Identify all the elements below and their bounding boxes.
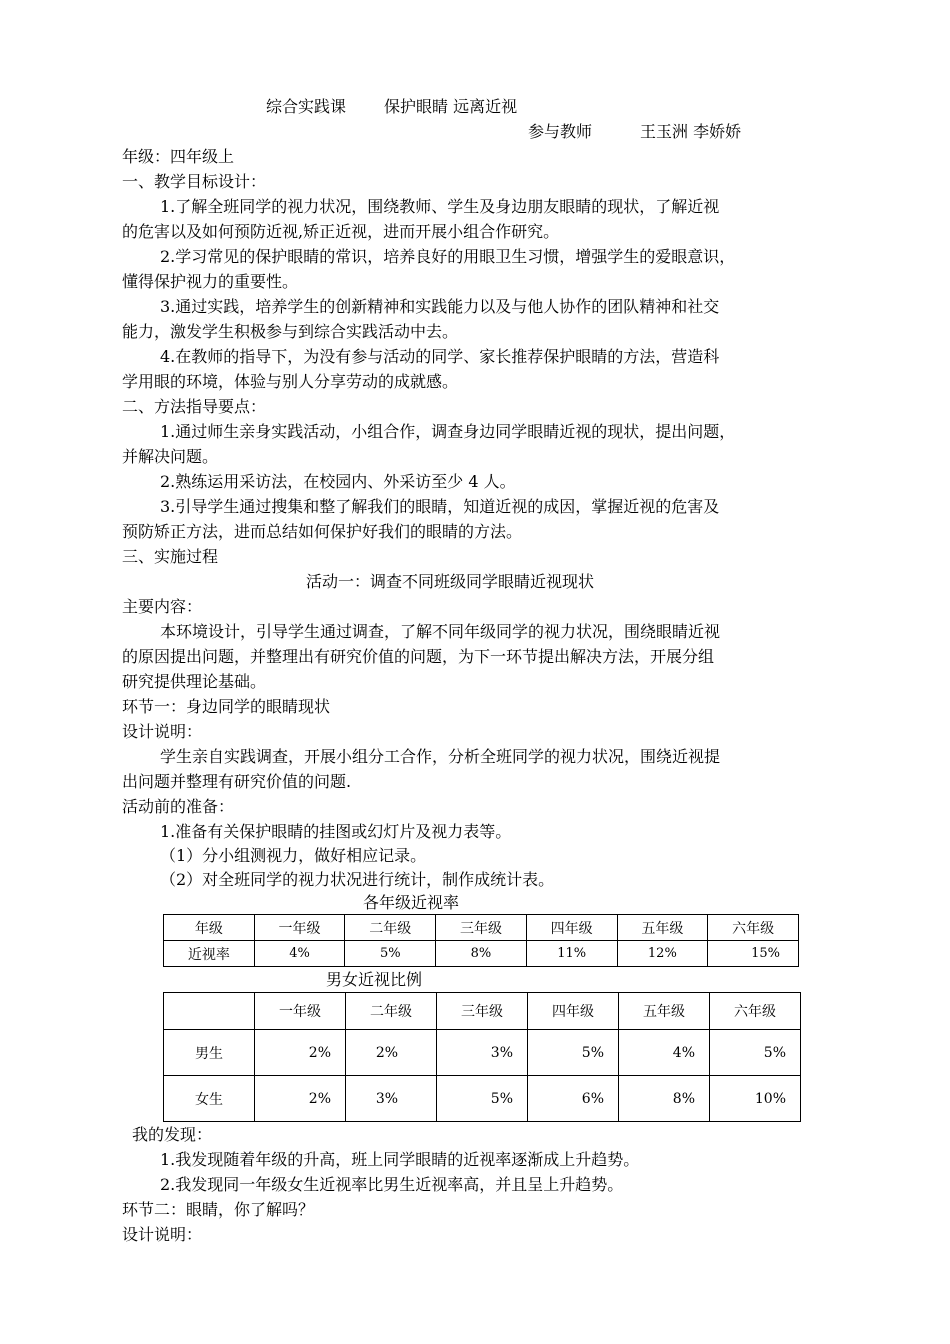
finding-1: 1.我发现随着年级的升高，班上同学眼睛的近视率逐渐成上升趋势。 (160, 1150, 640, 1169)
table-cell: 男生 (164, 1030, 255, 1076)
prep-item-1a: （1）分小组测视力，做好相应记录。 (160, 846, 427, 865)
table-cell: 六年级 (708, 915, 799, 941)
section2-p2: 2.熟练运用采访法，在校园内、外采访至少 4 人。 (160, 472, 516, 491)
findings-label: 我的发现： (132, 1125, 213, 1144)
table-cell: 2% (346, 1030, 437, 1076)
table-cell: 五年级 (617, 915, 708, 941)
table-cell: 8% (436, 941, 527, 967)
document-title (266, 97, 517, 117)
table-cell: 3% (437, 1030, 528, 1076)
table-cell: 年级 (164, 915, 255, 941)
activity-title: 活动一：调查不同班级同学眼睛近视现状 (306, 572, 595, 591)
section2-p1-l1: 1.通过师生亲身实践活动，小组合作，调查身边同学眼睛近视的现状，提出问题， (160, 422, 736, 441)
design-label-2: 设计说明： (122, 1225, 203, 1244)
table-cell: 近视率 (164, 941, 255, 967)
step1-heading: 环节一：身边同学的眼睛现状 (122, 697, 331, 716)
finding-2: 2.我发现同一年级女生近视率比男生近视率高，并且呈上升趋势。 (160, 1175, 624, 1194)
table-cell: 3% (346, 1076, 437, 1122)
section2-heading: 二、方法指导要点： (122, 397, 267, 416)
main-content-l3: 研究提供理论基础。 (122, 672, 267, 691)
table-cell: 4% (619, 1030, 710, 1076)
table-cell: 10% (710, 1076, 801, 1122)
table-cell: 三年级 (436, 915, 527, 941)
main-content-l1: 本环境设计，引导学生通过调查，了解不同年级同学的视力状况，围绕眼睛近视 (160, 622, 721, 641)
table-cell: 4% (254, 941, 345, 967)
table-cell: 四年级 (526, 915, 617, 941)
section1-heading: 一、教学目标设计： (122, 172, 267, 191)
table1-caption: 各年级近视率 (363, 893, 460, 912)
main-content-label: 主要内容： (122, 597, 203, 616)
table-cell: 11% (526, 941, 617, 967)
course-topic: 保护眼睛 远离近视 (384, 97, 518, 116)
table-cell: 三年级 (437, 993, 528, 1030)
table-cell: 五年级 (619, 993, 710, 1030)
table-cell: 8% (619, 1076, 710, 1122)
section1-p2-l2: 懂得保护视力的重要性。 (122, 272, 299, 291)
table-cell: 一年级 (255, 993, 346, 1030)
section1-p1-l2: 的危害以及如何预防近视,矫正近视，进而开展小组合作研究。 (122, 222, 560, 241)
gender-ratio-table (163, 992, 801, 1122)
step2-heading: 环节二：眼睛，你了解吗？ (122, 1200, 315, 1219)
table-cell: 六年级 (710, 993, 801, 1030)
table-row (164, 941, 799, 967)
table-cell: 四年级 (528, 993, 619, 1030)
design-label: 设计说明： (122, 722, 203, 741)
table-header-row (164, 993, 801, 1030)
table2-caption: 男女近视比例 (326, 970, 423, 989)
section1-p2-l1: 2.学习常见的保护眼睛的常识，培养良好的用眼卫生习惯，增强学生的爱眼意识， (160, 247, 736, 266)
section2-p3-l1: 3.引导学生通过搜集和整了解我们的眼睛，知道近视的成因，掌握近视的危害及 (160, 497, 720, 516)
table-cell: 12% (617, 941, 708, 967)
course-name: 综合实践课 (266, 97, 347, 116)
table-cell: 二年级 (346, 993, 437, 1030)
table-cell: 6% (528, 1076, 619, 1122)
table-cell: 5% (437, 1076, 528, 1122)
prep-item-1: 1.准备有关保护眼睛的挂图或幻灯片及视力表等。 (160, 822, 512, 841)
design-l1: 学生亲自实践调查，开展小组分工合作，分析全班同学的视力状况，围绕近视提 (160, 747, 721, 766)
teacher-line (528, 122, 741, 142)
prep-label: 活动前的准备： (122, 797, 235, 816)
table-cell: 二年级 (345, 915, 436, 941)
teachers-names: 王玉洲 李娇娇 (640, 122, 742, 141)
section1-p3-l2: 能力，激发学生积极参与到综合实践活动中去。 (122, 322, 459, 341)
table-row (164, 1076, 801, 1122)
section1-p4-l2: 学用眼的环境，体验与别人分享劳动的成就感。 (122, 372, 459, 391)
table-row (164, 1030, 801, 1076)
main-content-l2: 的原因提出问题，并整理出有研究价值的问题，为下一环节提出解决方法，开展分组 (122, 647, 715, 666)
table-cell: 2% (255, 1076, 346, 1122)
section2-p3-l2: 预防矫正方法，进而总结如何保护好我们的眼睛的方法。 (122, 522, 523, 541)
table-cell: 5% (710, 1030, 801, 1076)
table-header-row (164, 915, 799, 941)
teachers-label: 参与教师 (528, 122, 593, 141)
table-cell: 15% (708, 941, 799, 967)
table-cell: 一年级 (254, 915, 345, 941)
table-cell: 5% (345, 941, 436, 967)
section2-p1-l2: 并解决问题。 (122, 447, 219, 466)
table-cell: 女生 (164, 1076, 255, 1122)
table-cell (164, 993, 255, 1030)
section1-p4-l1: 4.在教师的指导下，为没有参与活动的同学、家长推荐保护眼睛的方法，营造科 (160, 347, 720, 366)
table-cell: 5% (528, 1030, 619, 1076)
table-cell: 2% (255, 1030, 346, 1076)
section3-heading: 三、实施过程 (122, 547, 219, 566)
grade-line: 年级：四年级上 (122, 147, 235, 166)
section1-p3-l1: 3.通过实践，培养学生的创新精神和实践能力以及与他人协作的团队精神和社交 (160, 297, 720, 316)
myopia-rate-table (163, 914, 799, 967)
prep-item-1b: （2）对全班同学的视力状况进行统计，制作成统计表。 (160, 870, 555, 889)
design-l2: 出问题并整理有研究价值的问题. (122, 772, 352, 791)
section1-p1-l1: 1.了解全班同学的视力状况，围绕教师、学生及身边朋友眼睛的现状，了解近视 (160, 197, 720, 216)
